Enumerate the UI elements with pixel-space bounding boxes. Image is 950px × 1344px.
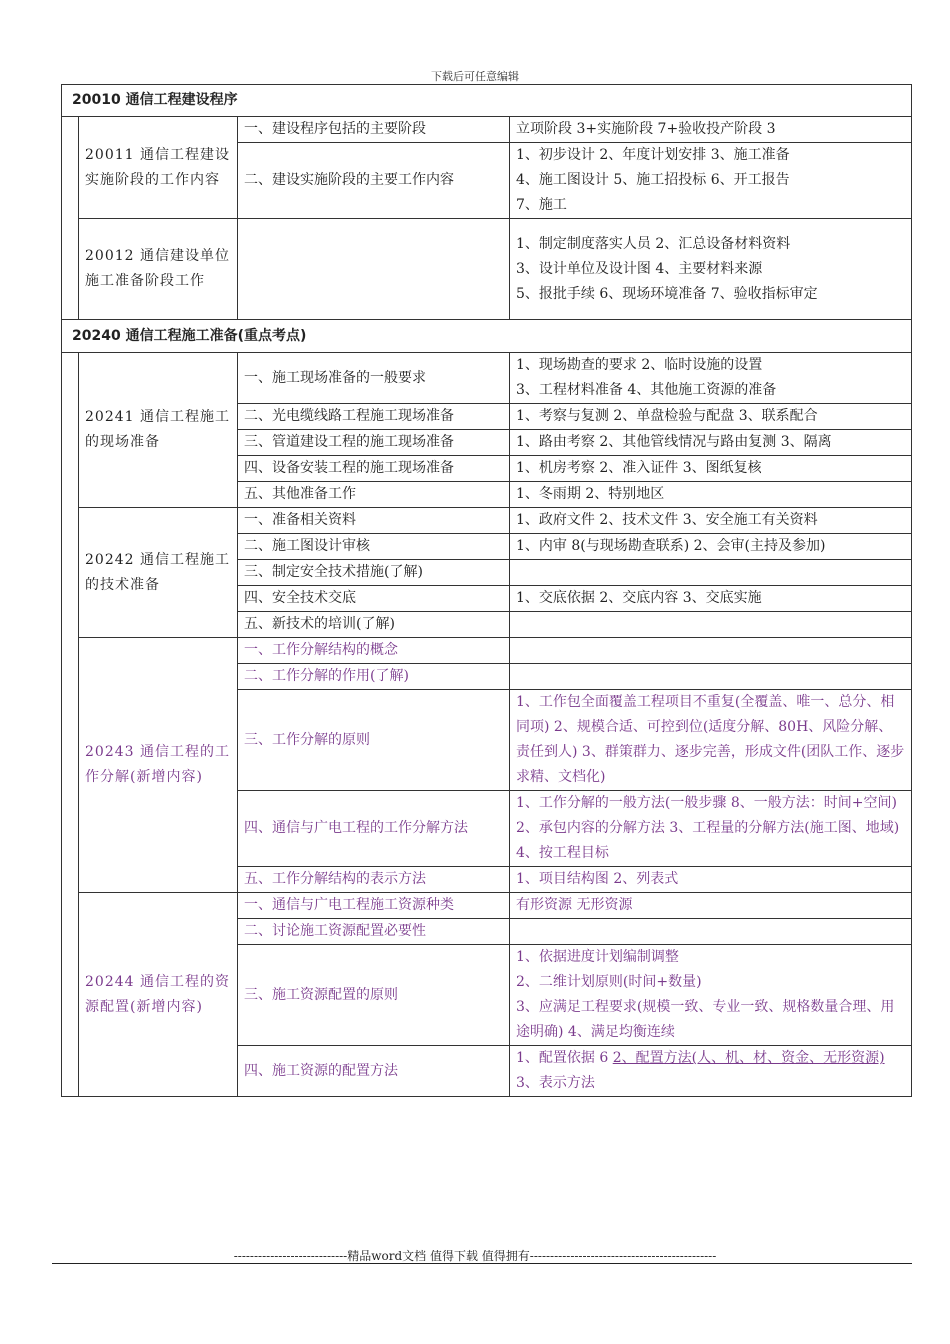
group-title: 20241 通信工程施工的现场准备 [79,353,238,508]
detail-cell [510,353,912,404]
syllabus-table [61,84,912,1097]
detail-cell [510,1046,912,1097]
section-header-row [62,85,912,117]
item-cell: 三、管道建设工程的施工现场准备 [238,430,510,456]
item-cell: 一、施工现场准备的一般要求 [238,353,510,404]
detail-line: 3、工程材料准备 4、其他施工资源的准备 [516,382,777,398]
item-cell: 五、新技术的培训(了解) [238,612,510,638]
detail-cell: 1、机房考察 2、准入证件 3、图纸复核 [510,456,912,482]
detail-cell [510,219,912,320]
detail-line: 1、依据进度计划编制调整 [516,949,679,965]
detail-line: 1、初步设计 2、年度计划安排 3、施工准备 [516,147,790,163]
detail-cell: 1、政府文件 2、技术文件 3、安全施工有关资料 [510,508,912,534]
item-cell: 一、工作分解结构的概念 [238,638,510,664]
section-header-row [62,320,912,353]
indent-cell [62,353,79,1097]
detail-line: 1、现场勘查的要求 2、临时设施的设置 [516,357,763,373]
detail-cell: 1、项目结构图 2、列表式 [510,867,912,893]
indent-cell [62,117,79,320]
item-cell: 二、建设实施阶段的主要工作内容 [238,143,510,219]
item-cell: 二、讨论施工资源配置必要性 [238,919,510,945]
table-row [62,219,912,320]
page-header: 下载后可任意编辑 [431,70,519,83]
item-cell [238,219,510,320]
detail-cell: 1、工作包全面覆盖工程项目不重复(全覆盖、唯一、总分、相同项) 2、规模合适、可控到位(适度分解、80H、风险分解、责任到人) 3、群策群力、逐步完善，形成文件(团队工作、逐步求精、文档化) [510,690,912,791]
detail-cell [510,664,912,690]
group-title: 20011 通信工程建设实施阶段的工作内容 [79,117,238,219]
item-cell: 二、施工图设计审核 [238,534,510,560]
detail-cell [510,143,912,219]
detail-cell [510,945,912,1046]
table-row [62,638,912,664]
detail-cell [510,919,912,945]
item-cell: 三、制定安全技术措施(了解) [238,560,510,586]
underlined-text: 2、配置方法(人、机、材、资金、无形资源) [612,1050,885,1066]
table-row [62,893,912,919]
detail-cell [510,638,912,664]
table-row [62,508,912,534]
item-cell: 二、工作分解的作用(了解) [238,664,510,690]
detail-cell [510,560,912,586]
section-title: 20010 通信工程建设程序 [62,85,912,117]
table-row [62,353,912,404]
item-cell: 四、施工资源的配置方法 [238,1046,510,1097]
detail-cell: 1、内审 8(与现场勘查联系) 2、会审(主持及参加) [510,534,912,560]
item-cell: 四、通信与广电工程的工作分解方法 [238,791,510,867]
group-title: 20243 通信工程的工作分解(新增内容) [79,638,238,893]
detail-cell: 1、路由考察 2、其他管线情况与路由复测 3、隔离 [510,430,912,456]
page-footer: ----------------------------精品word文档 值得下载 值得拥有---------------------------------------------- [233,1249,717,1263]
detail-cell: 1、考察与复测 2、单盘检验与配盘 3、联系配合 [510,404,912,430]
section-title: 20240 通信工程施工准备(重点考点) [62,320,912,353]
detail-text: 1、配置依据 6 [516,1050,613,1066]
item-cell: 三、施工资源配置的原则 [238,945,510,1046]
item-cell: 一、准备相关资料 [238,508,510,534]
detail-line: 3、设计单位及设计图 4、主要材料来源 [516,260,763,277]
item-cell: 五、其他准备工作 [238,482,510,508]
detail-line: 1、制定制度落实人员 2、汇总设备材料资料 [516,235,791,252]
detail-cell: 1、交底依据 2、交底内容 3、交底实施 [510,586,912,612]
item-cell: 四、设备安装工程的施工现场准备 [238,456,510,482]
footer-divider [52,1263,912,1264]
detail-cell: 立项阶段 3+实施阶段 7+验收投产阶段 3 [510,117,912,143]
group-title: 20012 通信建设单位施工准备阶段工作 [79,219,238,320]
detail-cell: 有形资源 无形资源 [510,893,912,919]
detail-cell: 1、工作分解的一般方法(一般步骤 8、一般方法：时间+空间) 2、承包内容的分解方法 3、工程量的分解方法(施工图、地域) 4、按工程目标 [510,791,912,867]
detail-cell [510,612,912,638]
detail-line: 4、施工图设计 5、施工招投标 6、开工报告 [516,172,790,188]
detail-line: 2、二维计划原则(时间+数量) [516,974,702,990]
detail-line: 3、应满足工程要求(规模一致、专业一致、规格数量合理、用途明确) 4、满足均衡连续 [516,999,895,1040]
item-cell: 一、通信与广电工程施工资源种类 [238,893,510,919]
detail-text: 3、表示方法 [516,1075,595,1091]
item-cell: 四、安全技术交底 [238,586,510,612]
item-cell: 一、建设程序包括的主要阶段 [238,117,510,143]
item-cell: 三、工作分解的原则 [238,690,510,791]
group-title: 20244 通信工程的资源配置(新增内容) [79,893,238,1097]
detail-line: 7、施工 [516,197,567,213]
table-row [62,117,912,143]
item-cell: 二、光电缆线路工程施工现场准备 [238,404,510,430]
item-cell: 五、工作分解结构的表示方法 [238,867,510,893]
detail-cell: 1、冬雨期 2、特别地区 [510,482,912,508]
group-title: 20242 通信工程施工的技术准备 [79,508,238,638]
detail-line: 5、报批手续 6、现场环境准备 7、验收指标审定 [516,285,818,302]
